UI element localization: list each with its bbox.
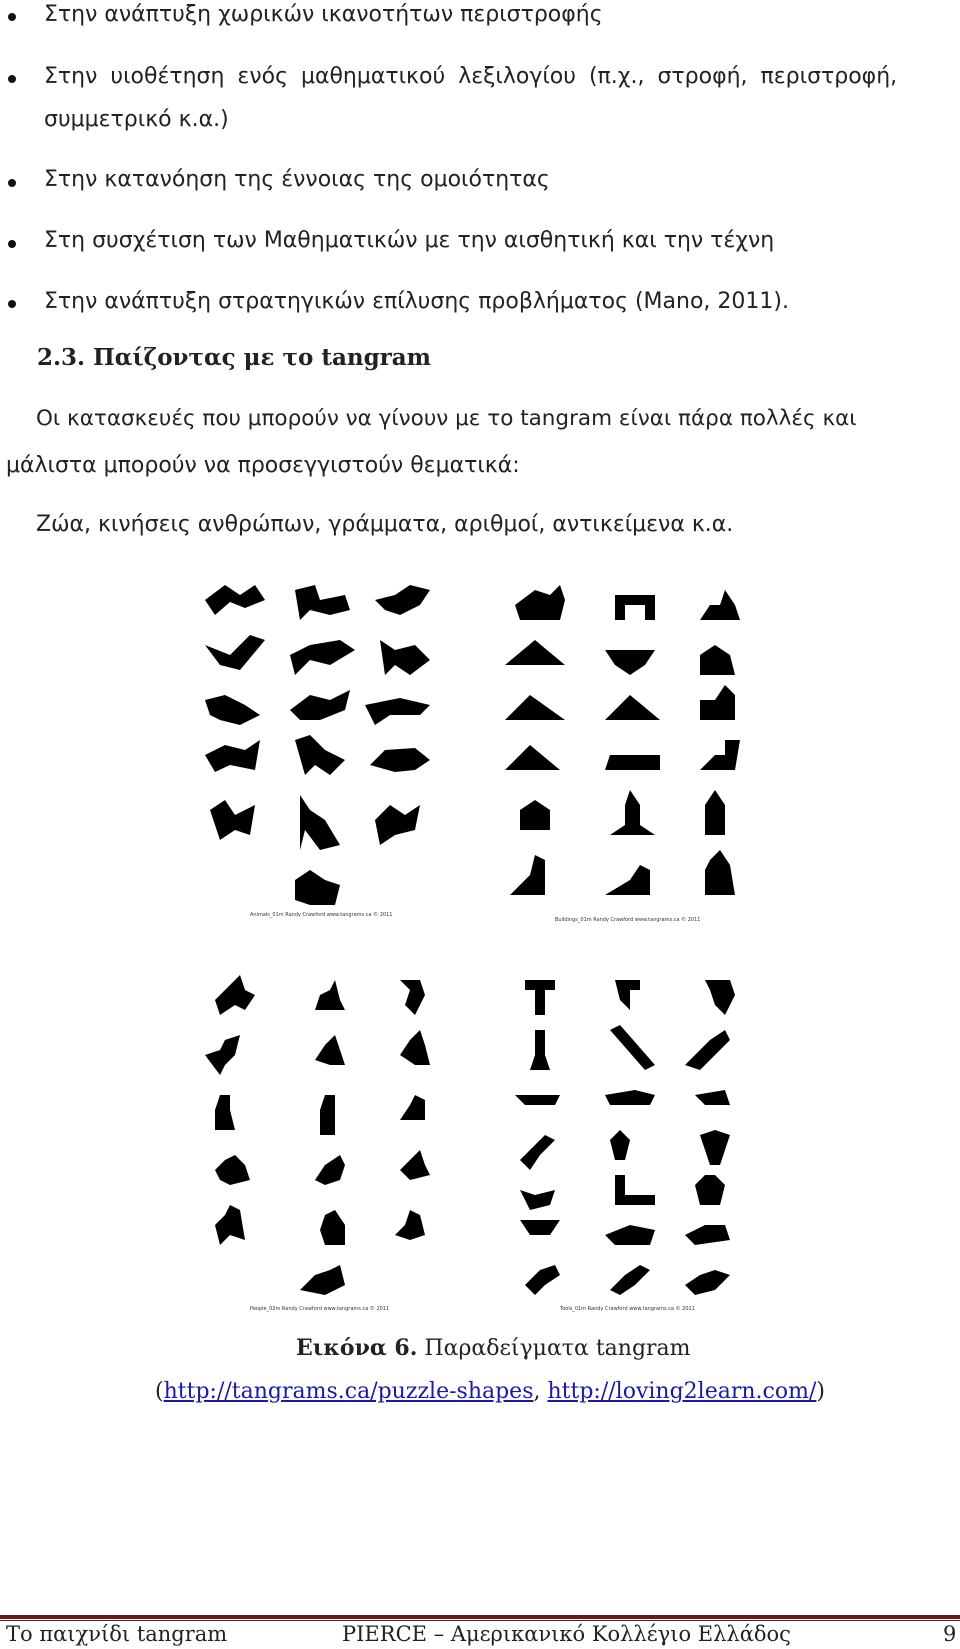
figure-label: Εικόνα 6.	[296, 1335, 418, 1361]
people-credit: People_02m Randy Crawford www.tangrams.ca © 2011	[250, 1306, 390, 1312]
bullet-item-2: Στην υιοθέτηση ενός μαθηματικού λεξιλογίου (π.χ., στροφή, περιστροφή,	[44, 64, 898, 89]
bullet-item-2-cont: συμμετρικό κ.α.)	[44, 107, 229, 132]
footer-left: Το παιχνίδι tangram	[6, 1622, 228, 1646]
bullet-dot	[8, 240, 16, 248]
footer-rule-thin	[0, 1620, 960, 1621]
section-heading: 2.3. Παίζοντας με το tangram	[37, 344, 432, 371]
tools-credit: Tools_01m Randy Crawford www.tangrams.ca © 2011	[560, 1306, 695, 1312]
bullet-item-5: Στην ανάπτυξη στρατηγικών επίλυσης προβλήματος (Mano, 2011).	[44, 289, 789, 314]
tangram-people-panel	[200, 970, 460, 1315]
footer-page-number: 9	[943, 1622, 957, 1646]
figure-sources	[155, 1379, 825, 1404]
bullet-dot	[8, 179, 16, 187]
tangrams-link[interactable]: http://tangrams.ca/puzzle-shapes	[163, 1379, 534, 1404]
figure-caption	[296, 1335, 691, 1361]
footer-rule	[0, 1615, 960, 1619]
bullet-item-4: Στη συσχέτιση των Μαθηματικών με την αισθητική και την τέχνη	[44, 228, 775, 253]
animals-shapes	[200, 580, 460, 925]
bullet-dot	[8, 13, 16, 21]
open-paren: (	[155, 1379, 164, 1404]
tangram-tools-panel	[500, 970, 760, 1315]
animals-credit: Animals_01m Randy Crawford www.tangrams.ca © 2011	[250, 912, 393, 918]
categories-line: Ζώα, κινήσεις ανθρώπων, γράμματα, αριθμοί, αντικείμενα κ.α.	[36, 512, 734, 537]
bullet-item-3: Στην κατανόηση της έννοιας της ομοιότητας	[44, 167, 550, 192]
people-shapes	[200, 970, 460, 1315]
footer-center: PIERCE – Αμερικανικό Κολλέγιο Ελλάδος	[342, 1622, 791, 1646]
figure-title: Παραδείγματα tangram	[417, 1336, 691, 1361]
buildings-shapes	[500, 580, 760, 925]
buildings-credit: Buildings_01m Randy Crawford www.tangrams.ca © 2011	[555, 917, 701, 923]
paragraph-line-2: μάλιστα μπορούν να προσεγγιστούν θεματικά:	[6, 453, 520, 478]
paragraph-line-1: Οι κατασκευές που μπορούν να γίνουν με το tangram είναι πάρα πολλές και	[36, 406, 857, 431]
bullet-dot	[8, 300, 16, 308]
close-paren: )	[816, 1379, 825, 1404]
tangram-animals-panel	[200, 580, 460, 925]
tools-shapes	[500, 970, 760, 1315]
loving2learn-link[interactable]: http://loving2learn.com/	[547, 1379, 817, 1404]
bullet-dot	[8, 75, 16, 83]
link-separator: ,	[533, 1379, 548, 1404]
tangram-buildings-panel	[500, 580, 760, 925]
bullet-item-1: Στην ανάπτυξη χωρικών ικανοτήτων περιστροφής	[44, 2, 603, 27]
